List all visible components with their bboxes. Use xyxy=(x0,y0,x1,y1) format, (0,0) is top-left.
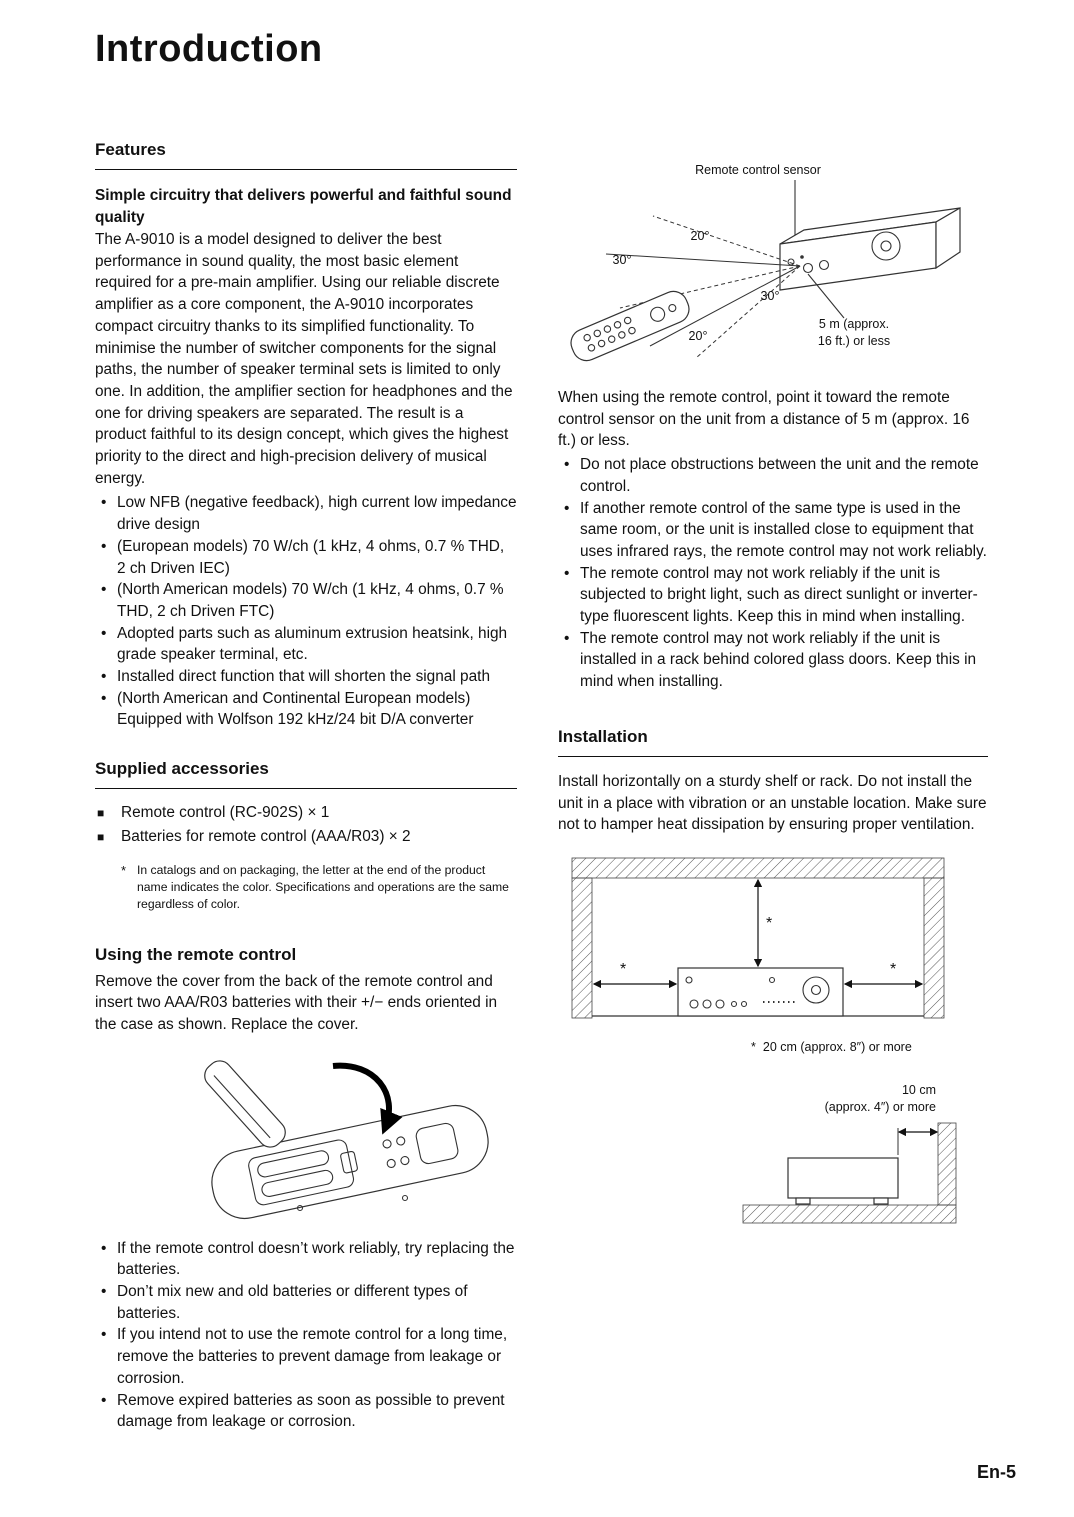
accessory-text: Batteries for remote control (AAA/R03) × 2 xyxy=(121,828,411,846)
remote-bullet-1 xyxy=(95,1238,517,1281)
remote-bullet-3 xyxy=(95,1324,517,1389)
accessory-text: Remote control (RC-902S) × 1 xyxy=(121,804,330,822)
page-number: En-5 xyxy=(976,1462,1016,1482)
close-direction-arrow-icon xyxy=(333,1065,389,1127)
bullet-glyph: • xyxy=(101,1326,107,1344)
bullet-glyph: • xyxy=(101,1283,107,1301)
feature-bullet-3 xyxy=(95,579,517,622)
bullet-text: Don’t mix new and old batteries or different types of batteries. xyxy=(117,1283,468,1322)
bullet-text: Do not place obstructions between the unit and the remote control. xyxy=(580,456,979,495)
floor-hatch xyxy=(743,1205,956,1223)
remote-control-illustration xyxy=(567,287,694,365)
clearance-caption-text: 20 cm (approx. 8″) or more xyxy=(762,1039,912,1054)
top-clearance-star: * xyxy=(766,914,773,932)
accessories-note xyxy=(121,862,517,912)
bullet-text: The remote control may not work reliably if the unit is installed in a rack behind colored glass doors. Keep this in mind when installing. xyxy=(580,629,977,691)
angle-label-20-bottom: 20° xyxy=(688,329,708,343)
bullet-text: If the remote control doesn’t work reliably, try replacing the batteries. xyxy=(117,1239,515,1279)
bullet-glyph: • xyxy=(101,624,107,642)
bullet-glyph: • xyxy=(564,629,570,647)
features-body: The A-9010 is a model designed to deliver the best performance in sound quality, the most basic element required for a pre-main amplifier. Using our reliable discrete amplifier as a core component, the A-9010 incorporates compact circuitry thanks to its simplified functionality. To minimise the number of switcher components for the signal paths, the number of speaker terminal sets is limited to only one. In addition, the amplifier section for headphones and the one for driving speakers are separated. The result is a product faithful to its design concept, which gives the highest priority to the direct and high-precision delivery of musical energy. xyxy=(95,231,513,487)
bullet-text: The remote control may not work reliably if the unit is subjected to bright light, such as direct sunlight or inverter-type fluorescent lights. Keep this in mind when installing. xyxy=(580,564,978,626)
features-subheading: Simple circuitry that delivers powerful and faithful sound quality xyxy=(95,187,512,226)
bullet-glyph: • xyxy=(101,494,107,512)
accessories-list xyxy=(95,801,517,849)
left-clearance-star: * xyxy=(620,960,627,978)
accessory-item-2 xyxy=(95,825,517,849)
remote-body: Remove the cover from the back of the remote control and insert two AAA/R03 batteries with their +/− ends oriented in the case as shown. Replace the cover. xyxy=(95,972,498,1033)
bullet-glyph: • xyxy=(101,1391,107,1409)
usage-bullet-3 xyxy=(558,563,988,628)
bullet-text: (North American models) 70 W/ch (1 kHz, 4 ohms, 0.7 % THD, 2 ch Driven FTC) xyxy=(117,581,504,620)
accessories-note-text: In catalogs and on packaging, the letter at the end of the product name indicates the color. Specifications and operations are the same regardless of color. xyxy=(137,863,509,911)
bullet-text: Remove expired batteries as soon as possible to prevent damage from leakage or corrosion. xyxy=(117,1391,505,1431)
angle-label-30-right: 30° xyxy=(760,289,780,303)
usage-bullet-2 xyxy=(558,498,988,563)
feature-bullet-4 xyxy=(95,623,517,666)
usage-bullet-1 xyxy=(558,454,988,497)
right-column xyxy=(558,140,988,1232)
features-bullet-list xyxy=(95,492,517,731)
amplifier-illustration xyxy=(780,208,960,290)
sensor-label: Remote control sensor xyxy=(695,163,821,177)
feature-bullet-2 xyxy=(95,536,517,579)
rear-clearance-line2: (approx. 4″) or more xyxy=(824,1099,936,1114)
installation-body: Install horizontally on a sturdy shelf or rack. Do not install the unit in a place with vibration or an unstable location. Make sure not to hamper heat dissipation by ensuring proper ventilation. xyxy=(558,772,987,834)
remote-bullet-2 xyxy=(95,1281,517,1324)
feature-bullet-6 xyxy=(95,688,517,731)
bullet-glyph: • xyxy=(101,1239,107,1257)
wall-hatch xyxy=(938,1123,956,1205)
bullet-glyph: • xyxy=(101,537,107,555)
remote-bullet-list xyxy=(95,1238,517,1433)
installation-heading: Installation xyxy=(558,727,988,757)
bullet-glyph: • xyxy=(101,668,107,686)
left-wall-hatch xyxy=(572,878,592,1018)
distance-label-line1: 5 m (approx. xyxy=(818,317,890,331)
usage-bullet-4 xyxy=(558,628,988,693)
bullet-text: (North American and Continental European models) Equipped with Wolfson 192 kHz/24 bit D/A converter xyxy=(117,689,474,729)
bullet-text: Low NFB (negative feedback), high current low impedance drive design xyxy=(117,494,517,534)
usage-body: When using the remote control, point it toward the remote control sensor on the unit from a distance of 5 m (approx. 16 ft.) or less. xyxy=(558,389,970,450)
bullet-glyph: • xyxy=(564,456,570,474)
rear-clearance-diagram xyxy=(558,1080,986,1232)
foot-icon xyxy=(874,1198,888,1204)
bullet-text: If another remote control of the same type is used in the same room, or the unit is installed close to equipment that uses infrared rays, the remote control may not work reliably. xyxy=(580,499,987,560)
feature-bullet-5 xyxy=(95,666,517,688)
asterisk-glyph: * xyxy=(121,863,127,879)
bullet-glyph: • xyxy=(564,499,570,517)
ceiling-hatch xyxy=(572,858,944,878)
shelf-clearance-diagram xyxy=(558,856,986,1034)
foot-icon xyxy=(796,1198,810,1204)
bullet-glyph: • xyxy=(101,581,107,599)
clearance-caption xyxy=(751,1040,988,1054)
angle-label-30-left: 30° xyxy=(612,253,632,267)
bullet-text: (European models) 70 W/ch (1 kHz, 4 ohms, 0.7 % THD, 2 ch Driven IEC) xyxy=(117,537,505,577)
amplifier-side-illustration xyxy=(788,1158,898,1204)
asterisk-glyph: * xyxy=(751,1039,756,1054)
remote-bullet-4 xyxy=(95,1390,517,1433)
square-glyph: ■ xyxy=(97,806,105,821)
usage-bullet-list xyxy=(558,454,988,693)
right-wall-hatch xyxy=(924,878,944,1018)
battery-insert-illustration xyxy=(95,1050,515,1222)
amplifier-front-illustration xyxy=(678,968,843,1016)
accessory-item-1 xyxy=(95,801,517,825)
bullet-glyph: • xyxy=(101,689,107,707)
bullet-text: Installed direct function that will shorten the signal path xyxy=(117,668,491,686)
rear-clearance-line1: 10 cm xyxy=(901,1082,936,1097)
angle-label-20-top: 20° xyxy=(690,229,710,243)
remote-heading: Using the remote control xyxy=(95,944,297,964)
left-column xyxy=(95,140,517,1433)
battery-cover-illustration xyxy=(200,1056,290,1152)
square-glyph: ■ xyxy=(97,830,105,845)
bullet-glyph: • xyxy=(564,564,570,582)
features-heading: Features xyxy=(95,140,517,170)
page-title: Introduction xyxy=(95,28,323,70)
distance-label-line2: 16 ft.) or less xyxy=(817,334,891,348)
bullet-text: If you intend not to use the remote control for a long time, remove the batteries to prevent damage from leakage or corrosion. xyxy=(117,1326,508,1387)
feature-bullet-1 xyxy=(95,492,517,535)
sensor-range-diagram xyxy=(558,158,986,373)
bullet-text: Adopted parts such as aluminum extrusion heatsink, high grade speaker terminal, etc. xyxy=(117,624,508,664)
right-clearance-star: * xyxy=(890,960,897,978)
accessories-heading: Supplied accessories xyxy=(95,759,517,789)
